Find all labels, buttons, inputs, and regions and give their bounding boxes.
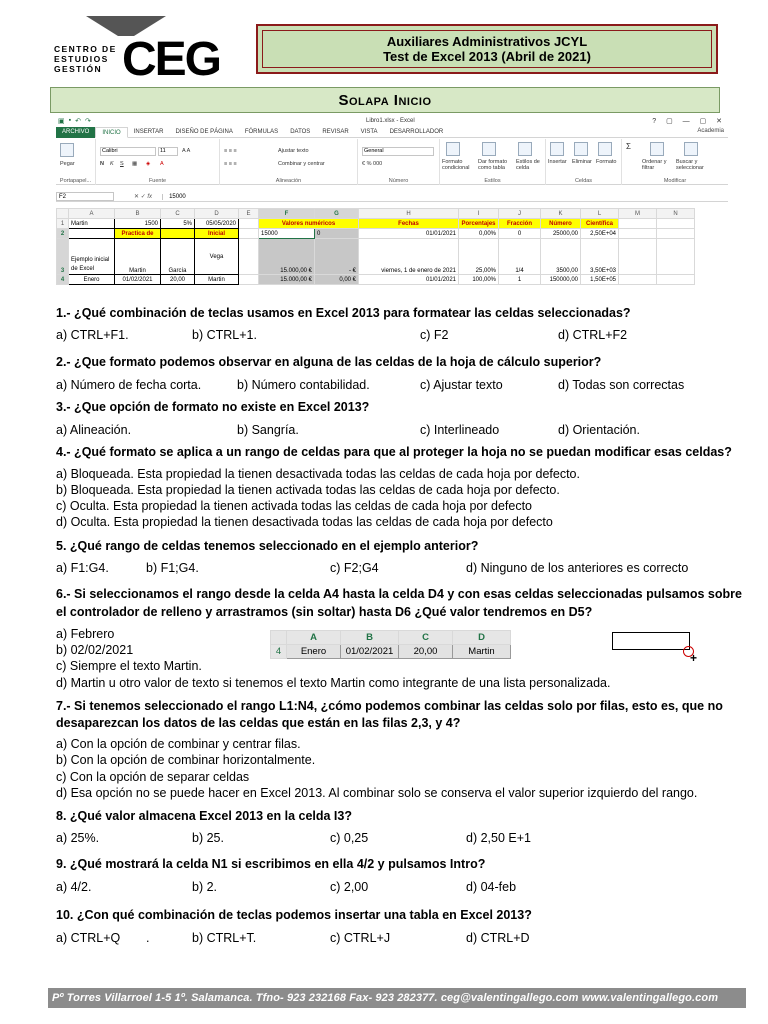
wrap-text-button[interactable]: Ajustar texto [278,148,309,154]
mini-cell: Enero [287,645,341,659]
answer-9b: b) 2. [192,880,218,894]
cell[interactable]: viernes, 1 de enero de 2021 [359,239,459,275]
cell[interactable]: Martin [195,275,239,285]
answer-1a: a) CTRL+F1. [56,328,129,342]
col-header[interactable]: J [499,209,541,219]
tab-formulas[interactable]: FÓRMULAS [244,128,279,135]
cell[interactable] [657,239,695,275]
cell[interactable]: 2,50E+04 [581,229,619,239]
mini-col-header: C [399,631,453,645]
logo-brand: CEG [122,33,221,86]
mini-row-header: 4 [271,645,287,659]
col-header[interactable]: M [619,209,657,219]
answer-9d: d) 04-feb [466,880,517,894]
group-styles: Formato condicional Dar formato como tabla Estilos de celda Estilos [440,139,546,185]
tab-desarrollador[interactable]: DESARROLLADOR [389,128,444,135]
col-header[interactable]: E [239,209,259,219]
cell[interactable]: Fechas [359,219,459,229]
cell[interactable]: 0,00 € [315,275,359,285]
col-header[interactable]: D [195,209,239,219]
answer-7b: b) Con la opción de combinar horizontalmente. [56,753,316,767]
answer-5a: a) F1:G4. [56,561,109,575]
answer-6c: c) Siempre el texto Martin. [56,659,202,673]
answer-5c: c) F2;G4 [330,561,379,575]
ribbon-tabs [56,127,728,138]
col-header[interactable]: K [541,209,581,219]
cell[interactable] [69,229,115,239]
excel-title-bar [56,116,728,126]
cell[interactable]: Martin [69,219,115,229]
user-name[interactable]: Academia [697,128,724,134]
answer-6a: a) Febrero [56,627,115,641]
mini-col-header: D [453,631,511,645]
answer-6b: b) 02/02/2021 [56,643,134,657]
cell[interactable] [239,219,259,229]
col-header[interactable]: B [115,209,161,219]
cell[interactable] [657,275,695,285]
answer-10a: a) CTRL+Q [56,931,121,945]
col-header[interactable]: L [581,209,619,219]
cell[interactable]: Fracción [499,219,541,229]
excel-screenshot [56,116,728,298]
answer-1d: d) CTRL+F2 [558,328,628,342]
table-format-icon[interactable] [482,142,496,156]
cell-styles-button[interactable]: Estilos de celda [516,159,540,171]
cell[interactable]: 1 [499,275,541,285]
cell[interactable]: 01/01/2021 [359,275,459,285]
answer-6d: d) Martin u otro valor de texto si tenemos el texto Martin como integrante de una lista personalizada. [56,676,611,690]
question-2: 2.- ¿Que formato podemos observar en alguna de las celdas de la hoja de cálculo superior? [56,355,602,369]
answer-4c: c) Oculta. Esta propiedad la tienen activada todas las celdas de cada hoja por defecto [56,499,532,513]
cell[interactable]: Porcentajes [459,219,499,229]
group-clipboard: Pegar Portapapel... [56,139,96,185]
answer-7c: c) Con la opción de separar celdas [56,770,250,784]
question-3: 3.- ¿Que opción de formato no existe en Excel 2013? [56,400,370,414]
table-format-button[interactable]: Dar formato como tabla [478,159,508,171]
col-header[interactable]: G [315,209,359,219]
cell[interactable] [619,239,657,275]
row-header[interactable]: 2 [57,229,69,239]
question-8: 8. ¿Qué valor almacena Excel 2013 en la celda I3? [56,809,352,823]
group-font: Calibri 11 A A N K S ▦ ◈ A Fuente [96,139,220,185]
answer-7a: a) Con la opción de combinar y centrar filas. [56,737,301,751]
font-color-icon[interactable]: A [160,161,164,167]
column-headers [57,209,695,219]
group-editing: Σ Ordenar y filtrar Buscar y seleccionar Modificar [622,139,728,185]
question-1: 1.- ¿Qué combinación de teclas usamos en Excel 2013 para formatear las celdas seleccionadas? [56,306,631,320]
section-title: Solapa Inicio [50,87,720,113]
cell[interactable]: 20,00 [161,275,195,285]
italic-icon[interactable]: K [110,161,114,167]
undo-icon: ↶ [75,118,81,125]
cell[interactable]: Científica [581,219,619,229]
window-controls-icon: ? ▢ — ▢ ✕ [652,118,726,125]
cell[interactable]: 150000,00 [541,275,581,285]
selection-box [612,632,690,650]
row-header[interactable]: 3 [57,239,69,275]
answer-2a: a) Número de fecha corta. [56,378,202,392]
crosshair-icon: + [690,651,698,665]
cell[interactable] [239,229,259,239]
answer-8c: c) 0,25 [330,831,369,845]
question-6-line-2: el controlador de relleno y arrastramos (sin soltar) hasta D6 ¿Qué valor tendremos en D5? [56,605,593,619]
answer-10c: c) CTRL+J [330,931,391,945]
fill-color-icon[interactable]: ◈ [146,161,151,167]
formula-bar [56,192,728,202]
fill-handle-example [270,630,520,660]
question-5: 5. ¿Qué rango de celdas tenemos seleccionado en el ejemplo anterior? [56,539,479,553]
answer-2b: b) Número contabilidad. [237,378,370,392]
mini-cell: 20,00 [399,645,453,659]
col-header[interactable]: I [459,209,499,219]
cell[interactable]: García [161,239,195,275]
excel-app-icon: ▣ [58,118,65,125]
tab-diseno[interactable]: DISEÑO DE PÁGINA [175,128,233,135]
borders-icon[interactable]: ▦ [132,161,138,167]
cell[interactable]: 100,00% [459,275,499,285]
cell[interactable]: 15.000,00 € [259,275,315,285]
document-title: Libro1.xlsx - Excel [366,118,415,124]
find-select-icon[interactable] [684,142,698,156]
cell[interactable] [657,219,695,229]
corner-cell [271,631,287,645]
table-row [57,219,695,229]
answer-5d: d) Ninguno de los anteriores es correcto [466,561,689,575]
ceg-logo [50,14,250,84]
mini-col-header: B [341,631,399,645]
cell[interactable]: 3,50E+03 [581,239,619,275]
answer-2d: d) Todas son correctas [558,378,685,392]
answer-9a: a) 4/2. [56,880,92,894]
currency-icon[interactable]: € % 000 [362,161,383,167]
ribbon [56,139,728,185]
cell[interactable] [239,275,259,285]
title-line-2: Test de Excel 2013 (Abril de 2021) [383,49,591,64]
tab-vista[interactable]: VISTA [360,128,378,135]
answer-1c: c) F2 [420,328,449,342]
answer-10b: b) CTRL+T. [192,931,257,945]
logo-text: CENTRO DE ESTUDIOS GESTIÓN [54,44,117,74]
worksheet-grid [56,208,695,285]
group-cells: Insertar Eliminar Formato Celdas [546,139,622,185]
answer-4d: d) Oculta. Esta propiedad la tienen desactivada todas las celdas de cada hoja por defecto [56,515,553,529]
answer-9c: c) 2,00 [330,880,369,894]
answer-8b: b) 25. [192,831,224,845]
cell[interactable]: 1,50E+05 [581,275,619,285]
bold-icon[interactable]: N [100,161,104,167]
cell[interactable]: 5% [161,219,195,229]
mini-cell: Martin [453,645,511,659]
answer-8a: a) 25%. [56,831,100,845]
font-name-box[interactable]: Calibri [100,147,156,156]
delete-cells-icon[interactable] [574,142,588,156]
table-row [57,275,695,285]
tab-revisar[interactable]: REVISAR [322,128,349,135]
col-header[interactable]: F [259,209,315,219]
answer-5b: b) F1;G4. [146,561,199,575]
cell[interactable]: Ejemplo inicial de Excel [69,239,115,275]
tab-inicio[interactable]: INICIO [95,127,127,138]
group-number: General € % 000 Número [358,139,440,185]
align-top-icon[interactable]: ≡ ≡ ≡ [224,148,237,154]
answer-4a: a) Bloqueada. Esta propiedad la tienen desactivada todas las celdas de cada hoja por defecto. [56,467,580,481]
answer-3c: c) Interlineado [420,423,500,437]
table-row [57,239,695,275]
tab-datos[interactable]: DATOS [290,128,311,135]
cond-format-button[interactable]: Formato condicional [442,159,470,171]
answer-8d: d) 2,50 E+1 [466,831,531,845]
cell[interactable]: 1/4 [499,239,541,275]
tab-insertar[interactable]: INSERTAR [133,128,164,135]
title-line-1: Auxiliares Administrativos JCYL [386,34,588,49]
row-header[interactable]: 4 [57,275,69,285]
cell[interactable]: Valores numéricos [259,219,359,229]
active-cell[interactable]: 15000 [259,229,315,239]
question-7-line-1: 7.- Si tenemos seleccionado el rango L1:N4, ¿cómo podemos combinar las celdas solo por filas, esto es, que no [56,699,723,713]
cell[interactable] [161,229,195,239]
answer-10-dot: . [146,931,150,945]
name-box[interactable]: F2 [56,192,114,201]
merge-center-button[interactable]: Combinar y centrar [278,161,325,167]
mini-cell: 01/02/2021 [341,645,399,659]
cell[interactable] [619,275,657,285]
redo-icon: ↷ [84,118,91,125]
underline-icon[interactable]: S [120,161,124,167]
cell[interactable]: Enero [69,275,115,285]
cell[interactable]: Vega [195,239,239,275]
cell[interactable]: 0 [499,229,541,239]
answer-3b: b) Sangría. [237,423,299,437]
cell[interactable] [239,239,259,275]
cell[interactable]: 25000,00 [541,229,581,239]
format-button[interactable]: Formato [596,159,617,165]
cell[interactable]: Practica de [115,229,161,239]
question-9: 9. ¿Qué mostrará la celda N1 si escribimos en ella 4/2 y pulsamos Intro? [56,857,486,871]
cell[interactable]: 0 [315,229,359,239]
cell[interactable]: 01/01/2021 [359,229,459,239]
font-grow-icon[interactable]: A A [182,148,191,154]
cond-format-icon[interactable] [446,142,460,156]
cell[interactable] [619,229,657,239]
find-select-button[interactable]: Buscar y seleccionar [676,159,704,171]
formula-input[interactable]: 15000 [162,194,728,200]
row-header[interactable]: 1 [57,219,69,229]
title-box [256,24,718,74]
cell-styles-icon[interactable] [518,142,532,156]
col-header[interactable]: C [161,209,195,219]
cell[interactable] [619,219,657,229]
cell[interactable]: 3500,00 [541,239,581,275]
answer-10d: d) CTRL+D [466,931,530,945]
question-7-line-2: desaparezcan los datos de las celdas que están en las filas 2,3, y 4? [56,716,461,730]
table-row [57,229,695,239]
cell[interactable]: Martin [115,239,161,275]
col-header[interactable]: A [69,209,115,219]
select-all[interactable] [57,209,69,219]
format-cells-icon[interactable] [598,142,612,156]
cell[interactable]: Número [541,219,581,229]
answer-2c: c) Ajustar texto [420,378,503,392]
fx-icon[interactable]: ✕ ✓ fx [134,194,153,200]
cell[interactable]: 0,00% [459,229,499,239]
answer-7d: d) Esa opción no se puede hacer en Excel 2013. Al combinar solo se conserva el valor superior izquierdo del rango. [56,786,698,800]
mini-col-header: A [287,631,341,645]
question-10: 10. ¿Con qué combinación de teclas podemos insertar una tabla en Excel 2013? [56,908,532,922]
insert-button[interactable]: Insertar [548,159,567,165]
paste-icon[interactable] [60,143,74,157]
insert-cells-icon[interactable] [550,142,564,156]
cell[interactable]: Inicial [195,229,239,239]
save-icon: ▪ [68,117,72,124]
font-size-box[interactable]: 11 [158,147,178,156]
group-alignment: ≡ ≡ ≡ ≡ ≡ ≡ Ajustar texto Combinar y centrar Alineación [220,139,358,185]
cell[interactable]: 05/05/2020 [195,219,239,229]
paste-button[interactable]: Pegar [60,161,75,167]
cell[interactable] [657,229,695,239]
tab-archivo[interactable]: ARCHIVO [56,127,95,138]
cell[interactable]: 15.000,00 € [259,239,315,275]
question-6-line-1: 6.- Si seleccionamos el rango desde la celda A4 hasta la celda D4 y con esas celdas seleccionadas pulsamos sobre [56,587,742,601]
sum-icon[interactable]: Σ [626,142,631,151]
answer-3a: a) Alineación. [56,423,132,437]
answer-4b: b) Bloqueada. Esta propiedad la tienen activada todas las celdas de cada hoja por defecto. [56,483,560,497]
align-left-icon[interactable]: ≡ ≡ ≡ [224,161,237,167]
sort-filter-icon[interactable] [650,142,664,156]
sort-filter-button[interactable]: Ordenar y filtrar [642,159,667,171]
question-4: 4.- ¿Qué formato se aplica a un rango de celdas para que al proteger la hoja no se puedan modificar esas celdas? [56,445,732,459]
col-header[interactable]: N [657,209,695,219]
cell[interactable]: 01/02/2021 [115,275,161,285]
col-header[interactable]: H [359,209,459,219]
answer-3d: d) Orientación. [558,423,640,437]
cell[interactable]: 25,00% [459,239,499,275]
answer-1b: b) CTRL+1. [192,328,257,342]
delete-button[interactable]: Eliminar [572,159,592,165]
cell[interactable]: 1500 [115,219,161,229]
cell[interactable]: - € [315,239,359,275]
number-format-box[interactable]: General [362,147,434,156]
footer-contact: Pº Torres Villarroel 1-5 1º. Salamanca. Tfno- 923 232168 Fax- 923 282377. ceg@valentingallego.com www.valentingallego.com [48,988,746,1008]
